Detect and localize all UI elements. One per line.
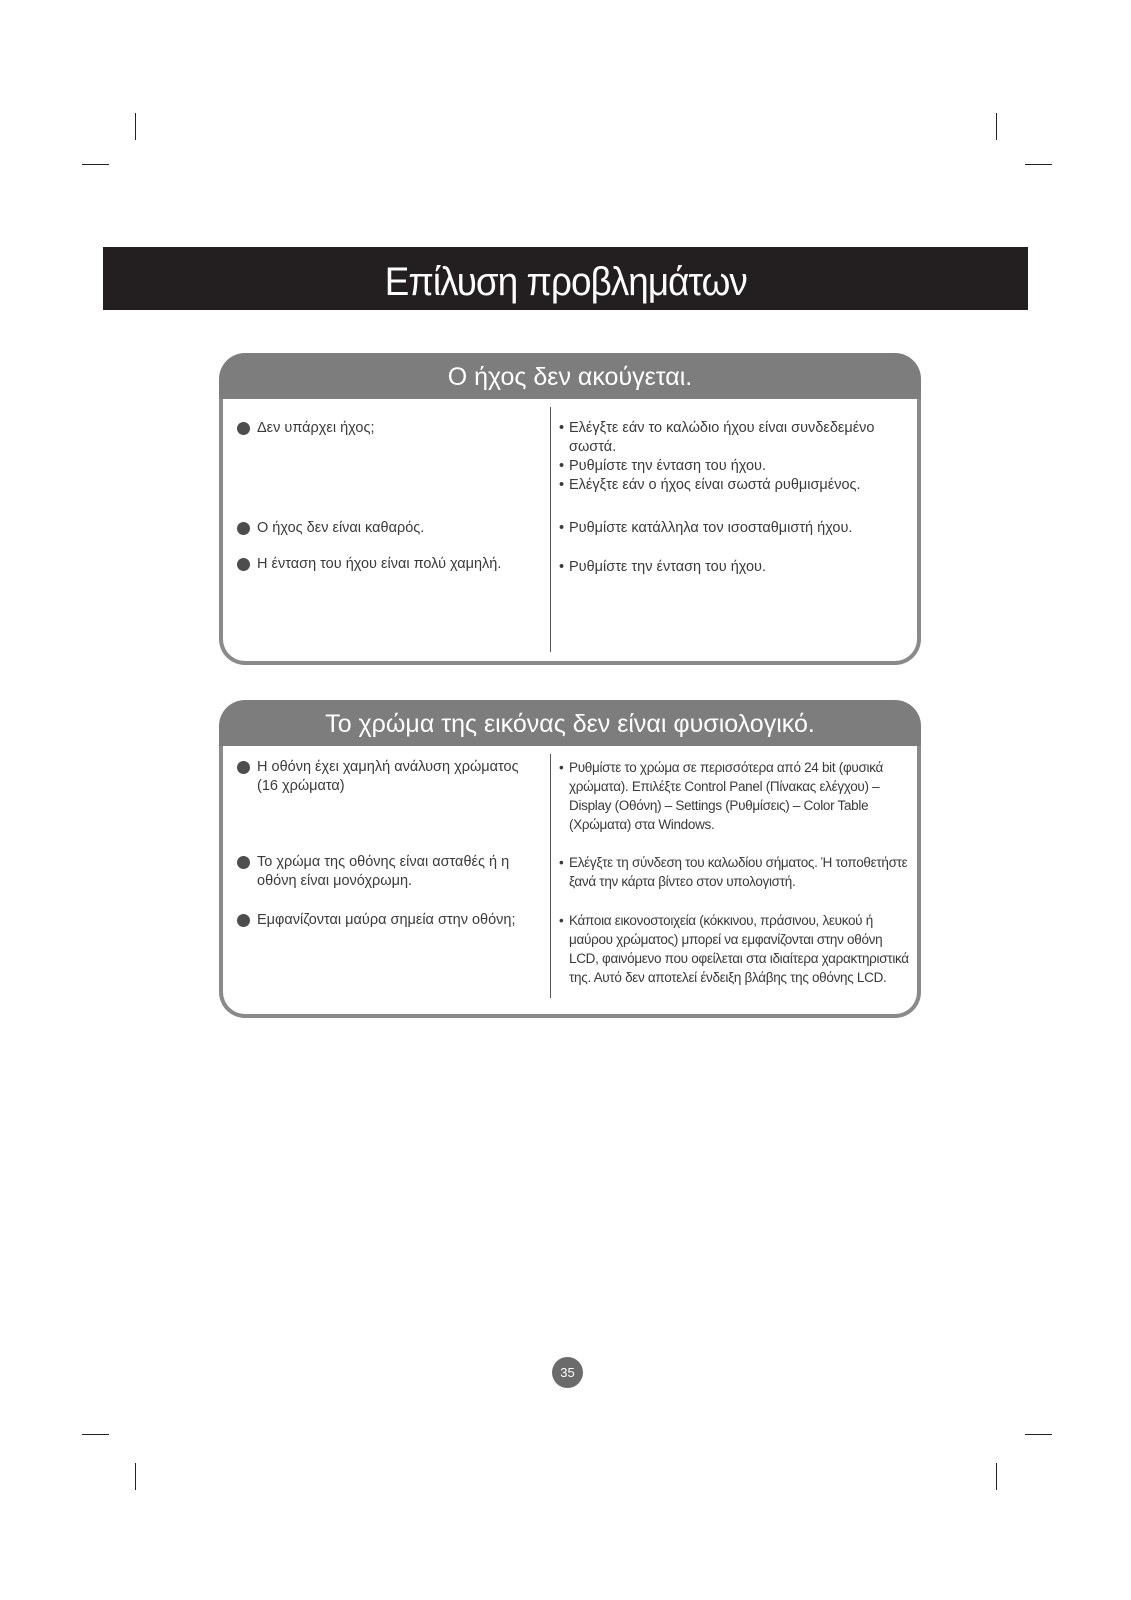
issue-item: Το χρώμα της οθόνης είναι ασταθές ή η οθόνη είναι μονόχρωμη. <box>237 853 542 891</box>
page-title: Επίλυση προβλημάτων <box>384 260 747 304</box>
sound-section <box>219 363 921 665</box>
issue-item: Η ένταση του ήχου είναι πολύ χαμηλή. <box>237 555 542 574</box>
fix-item: • Ρυθμίστε το χρώμα σε περισσότερα από 24 bit (φυσικά χρώματα). Επιλέξτε Control Panel (Πίνακας ελέγχου) – Display (Οθόνη) – Settings (Ρυθμίσεις) – Color Table (Χρώματα) στα Windows. <box>559 758 914 834</box>
bullet-dot <box>237 422 250 435</box>
fix-item: • Ρυθμίστε κατάλληλα τον ισοσταθμιστή ήχου. <box>559 519 914 538</box>
crop-mark <box>135 1463 136 1490</box>
fix-item: • Ελέγξτε εάν το καλώδιο ήχου είναι συνδεδεμένο σωστά. <box>559 419 914 457</box>
section-heading: Το χρώμα της εικόνας δεν είναι φυσιολογικό. <box>219 700 921 746</box>
column-divider <box>550 754 551 998</box>
fix-item: • Κάποια εικονοστοιχεία (κόκκινου, πράσινου, λευκού ή μαύρου χρώματος) μπορεί να εμφανίζονται στην οθόνη LCD, φαινόμενο που οφείλεται στα ιδιαίτερα χαρακτηριστικά της. Αυτό δεν αποτελεί ένδειξη βλάβης της οθόνης LCD. <box>559 911 914 987</box>
crop-mark <box>996 113 997 140</box>
issue-item: Η οθόνη έχει χαμηλή ανάλυση χρώματος (16 χρώματα) <box>237 758 542 796</box>
fix-list <box>559 419 914 495</box>
bullet-dot <box>237 558 250 571</box>
column-divider <box>550 407 551 652</box>
fix-list <box>559 519 914 538</box>
fix-list <box>559 911 914 987</box>
issue-item: Δεν υπάρχει ήχος; <box>237 419 542 438</box>
bullet-dot <box>237 761 250 774</box>
crop-mark <box>82 164 109 165</box>
section-heading: Ο ήχος δεν ακούγεται. <box>219 353 921 399</box>
fix-item: • Ελέγξτε τη σύνδεση του καλωδίου σήματος. Ή τοποθετήστε ξανά την κάρτα βίντεο στον υπολογιστή. <box>559 853 914 891</box>
issue-item: Ο ήχος δεν είναι καθαρός. <box>237 519 542 538</box>
issue-item: Εμφανίζονται μαύρα σημεία στην οθόνη; <box>237 911 542 930</box>
fix-list <box>559 853 914 891</box>
bullet-dot <box>237 522 250 535</box>
color-section <box>219 710 921 1018</box>
fix-item: • Ρυθμίστε την ένταση του ήχου. <box>559 558 914 577</box>
fix-list <box>559 758 914 834</box>
fix-item: • Ελέγξτε εάν ο ήχος είναι σωστά ρυθμισμένος. <box>559 476 914 495</box>
crop-mark <box>1025 164 1052 165</box>
bullet-dot <box>237 914 250 927</box>
page-title-bar <box>103 247 1028 310</box>
crop-mark <box>135 113 136 140</box>
crop-mark <box>82 1434 109 1435</box>
crop-mark <box>996 1463 997 1490</box>
fix-item: • Ρυθμίστε την ένταση του ήχου. <box>559 457 914 476</box>
crop-mark <box>1025 1434 1052 1435</box>
bullet-dot <box>237 856 250 869</box>
page-number: 35 <box>552 1357 583 1388</box>
fix-list <box>559 558 914 577</box>
